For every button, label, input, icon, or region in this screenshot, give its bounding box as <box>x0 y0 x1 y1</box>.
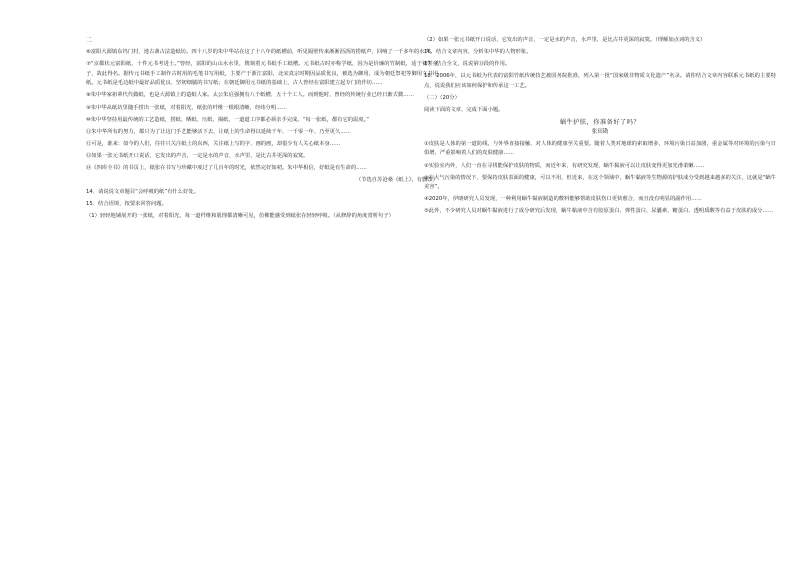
paragraph: ⑦“京都状元富阳纸，十件元书考进士。”曾经，富阳的山山水水里，镌刻着元书纸手工纸槽。元书纸古时亦称学纸，因为是价廉的竹制纸，适于初学童子，故此得名。据传元书纸手工制作古时用的毛笔书写用纸，主要产于浙江富阳，北宋真宗时期因品质优良，被选为御用，成为朝廷祭祀等御用文书用纸。元书纸是毛边纸中最好品质优良、坚韧细腻的书写纸；在朝廷御用元书纸的基础上，古人曾经在富阳建立起专门的作坊…… <box>86 61 438 87</box>
section-2-intro: 阅读下面的文章，完成下面小题。 <box>424 107 504 114</box>
paragraph: ②实验室内外，人们一直在寻找能保护皮肤的物质，而近年来，有研究发现，蜗牛黏液可以让皮肤变得更加光滑柔嫩…… <box>424 162 705 169</box>
paragraph: ③在大气污染的情况下，要保持皮肤表面的健康，可以不用，但近来，在这个领域中，蜗牛黏液等生物源的护肤成分受到越来越多的关注，这就是“蜗牛美容”。 <box>424 174 776 191</box>
question-15-sub-1: （1）轻轻地铺展开的一张纸，对着阳光，每一道纤维和肌理都清晰可见，仿佛能感受到纸张在轻轻呼吸。（从修辞的角度赏析句子） <box>86 213 394 220</box>
question-15: 15．结合语境，按要求回答问题。 <box>86 201 167 208</box>
paragraph: ⑫可是，谁来：如今的人们，往往只关注纸上的东西，关注纸上写的字、画的画，却很少有人关心纸本身…… <box>86 140 341 147</box>
paragraph: ⑧朱中华家祖辈代代做纸，也是大源镇上的造纸人家。太公朱启强拥有八个纸槽，五十个工人。而到他时，曾经的传统行业已经日渐式微…… <box>86 92 414 99</box>
paragraph: ⑪朱中华所有的努力，都只为了让这门手艺能够活下去，让纸上的生命得以延续千年、一千零一年、乃至更久…… <box>86 128 351 135</box>
paragraph: ④2020年，伊朗研究人员发现，一种利用蜗牛黏液制造的敷料能够帮助皮肤伤口更快愈合，而且没有明显的副作用…… <box>424 196 702 203</box>
right-column <box>424 36 776 217</box>
article-title: 蜗牛护肤，你准备好了吗？ <box>559 119 641 127</box>
paragraph: ⑬如果一张元书纸开口说话，它发出的声音，一定是水的声音，水声里，是比古井更深的寂寞。 <box>86 152 309 159</box>
paragraph: ⑭《四库全书》的书页上，纸张在书写与珍藏中度过了几百年的时光，依然完好如初。朱中华相信，好纸是有生命的…… <box>86 165 367 172</box>
source-citation: （节选自苏沧桑《纸上》，有删改） <box>355 177 438 184</box>
section-2-heading: （二）（20分） <box>424 94 460 101</box>
question-16: 16．结合文章内容，分析朱中华的人物形象。 <box>424 49 532 56</box>
paragraph: ⑩朱中华坚持用最传统的工艺造纸，捞纸、晒纸、压纸、揭纸，一道道工序都必须亲手完成。“每一张纸，都有它的温度。” <box>86 116 370 123</box>
left-column <box>86 36 438 222</box>
paragraph: ⑥富阳大源镇东坞门村，逸古斋古法造纸坊。四十八岁的朱中华站在这了十八年的纸槽前，听见隔壁传来淅淅沥沥的捞纸声，回响了一千多年的水声。 <box>86 49 436 56</box>
paragraph: ⑤此外，不少研究人员对蜗牛黏液进行了成分研究后发现，蜗牛黏液中含有胶原蛋白、弹性蛋白、尿囊素、糖蛋白、透明质酸等有益于皮肤的成分…… <box>424 208 774 215</box>
article-author: 张田勘 <box>591 128 609 135</box>
question-18: 18．2006年，以元书纸为代表的富阳竹纸传统技艺被国务院批准，列入第一批“国家级非物质文化遗产”名录。请你结合文章内容联系元书纸的主要特点，说说我们应该如何保护和传承这一工艺。 <box>424 73 776 89</box>
question-15-sub-2: （2）如果一张元书纸开口说话，它发出的声音，一定是水的声音，水声里，是比古井更深的寂寞。（理解加点词的含义） <box>424 37 706 43</box>
paragraph: ⑨朱中华从纸坊里随手捞出一张纸，对着阳光，纸张的纤维一根根清晰，经纬分明…… <box>86 104 287 111</box>
paragraph: ①皮肤是人体的第一道防线，与外界直接接触，对人体的健康至关重要。随着人类对地球的索取增多，环境污染日益加剧，重金属等对环境的污染与日俱增，严重影响着人们的皮肤健康…… <box>424 140 776 157</box>
section-heading: 二 <box>86 37 93 44</box>
question-17: 17．结合全文，说说第⑬段的作用。 <box>424 61 511 68</box>
question-14: 14．请说说文章题目“会呼吸的纸”有什么好处。 <box>86 189 199 196</box>
